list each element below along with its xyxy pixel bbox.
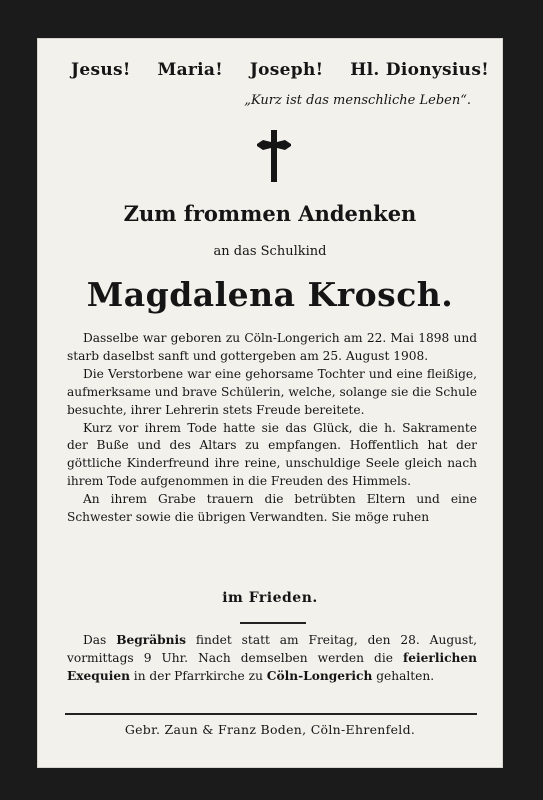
subheading: an das Schulkind (213, 244, 327, 259)
biography-text (67, 330, 477, 527)
rest-in-peace: im Frieden. (222, 590, 318, 606)
paragraph-character: Die Verstorbene war eine gehorsame Tochter und eine fleißige, aufmerksame und brave Schülerin, welche, solange sie die Schule besuchte, ihrer Lehrerin stets Freude bereitete. (67, 366, 477, 417)
printer-imprint: Gebr. Zaun & Franz Boden, Cöln-Ehrenfeld. (124, 722, 416, 737)
funeral-notice (67, 632, 477, 686)
funeral-text-2: findet statt am Freitag, den 28. August, vormittags 9 Uhr. Nach demselben werden die (67, 633, 477, 665)
latin-cross-icon (257, 130, 291, 182)
heading: Zum frommen Andenken (123, 201, 417, 226)
invocation-dionysius: Hl. Dionysius! (350, 60, 489, 80)
invocation-jesus: Jesus! (71, 60, 131, 80)
funeral-text-1: Das (83, 633, 117, 647)
invocation-maria: Maria! (157, 60, 223, 80)
funeral-text-3: in der Pfarrkirche zu (129, 668, 267, 683)
invocation-joseph: Joseph! (249, 60, 324, 80)
invocation-line (37, 60, 503, 80)
paragraph-sacraments: Kurz vor ihrem Tode hatte sie das Glück, die h. Sakramente der Buße und des Altars zu empfangen. Hoffentlich hat der göttliche Kinderfreund ihre reine, unschuldige Seele gleich nach ihrem Tode aufgenommen in die Freuden des Himmels. (67, 420, 477, 489)
paragraph-mourners: An ihrem Grabe trauern die betrübten Eltern und eine Schwester sowie die übrigen Verwandten. Sie möge ruhen (67, 492, 477, 525)
memorial-card (37, 38, 503, 768)
deceased-name: Magdalena Krosch. (86, 275, 454, 314)
divider-short (240, 622, 306, 624)
paragraph-birth-death: Dasselbe war geboren zu Cöln-Longerich am 22. Mai 1898 und starb daselbst sanft und gottergeben am 25. August 1908. (67, 331, 477, 363)
funeral-text-4: gehalten. (372, 668, 435, 683)
funeral-keyword-burial: Begräbnis (116, 633, 186, 647)
motto: „Kurz ist das menschliche Leben“. (244, 93, 471, 108)
funeral-keyword-place: Cöln-Longerich (266, 668, 373, 683)
funeral-keyword-exequies: feierlichen Exequien (67, 650, 477, 683)
divider-long (65, 713, 477, 715)
